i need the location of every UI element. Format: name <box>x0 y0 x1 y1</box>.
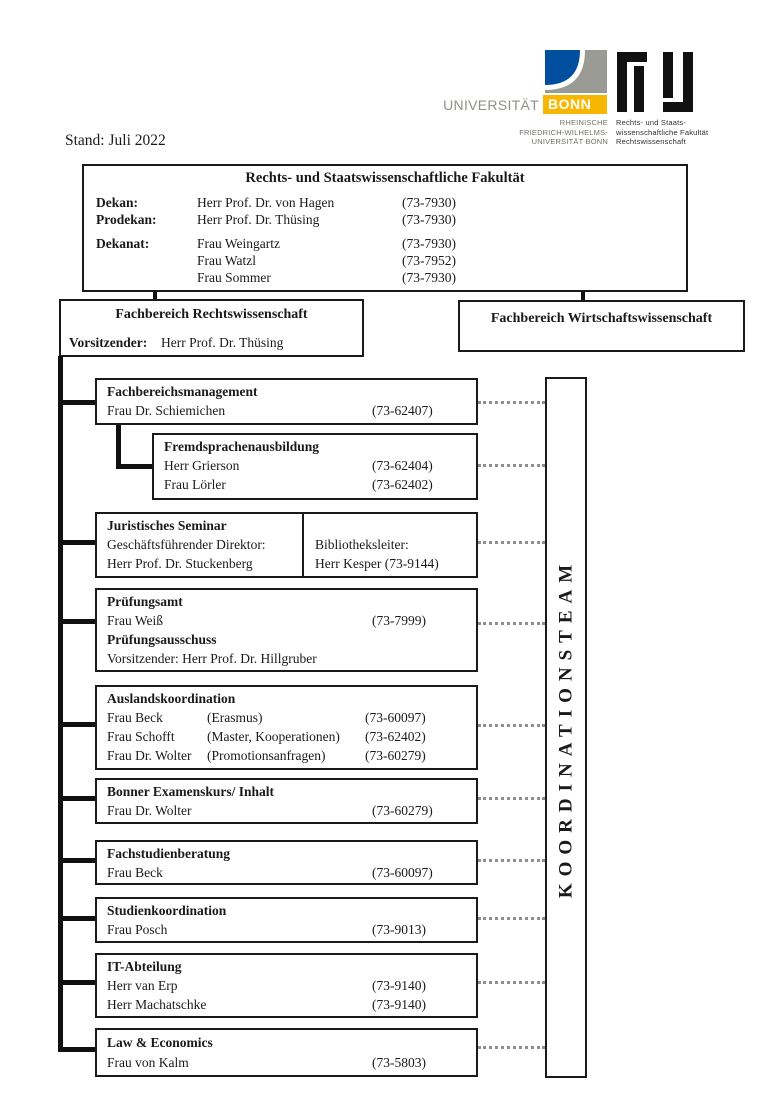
box-title: Prüfungsamt <box>107 594 183 609</box>
person-role: (Erasmus) <box>207 710 263 725</box>
org-spine-line <box>58 356 63 1052</box>
connector-line <box>58 722 95 727</box>
org-box-fakultaet <box>82 164 688 292</box>
org-box-studienkoordination <box>95 897 478 943</box>
dotted-connector <box>478 797 545 800</box>
box-title: Studienkoordination <box>107 903 227 918</box>
role-label: Geschäftsführender Direktor: <box>107 537 266 552</box>
person-name: Frau Weiß <box>107 613 164 628</box>
org-box-bonner-examenskurs <box>95 778 478 824</box>
box-title: IT-Abteilung <box>107 959 182 974</box>
phone-number: (73-5803) <box>372 1055 426 1070</box>
box-title: Fachbereichsmanagement <box>107 384 258 399</box>
phone-number: (73-9013) <box>372 922 426 937</box>
box-title: Law & Economics <box>107 1035 213 1050</box>
person-name: Frau Dr. Wolter <box>107 748 192 763</box>
phone-number: (73-7930) <box>402 212 456 227</box>
phone-number: (73-7999) <box>372 613 426 628</box>
dotted-connector <box>478 917 545 920</box>
uni-bonn-logo-icon <box>545 50 607 93</box>
phone-number: (73-7930) <box>402 270 456 285</box>
dotted-connector <box>478 541 545 544</box>
person-name: Vorsitzender: Herr Prof. Dr. Hillgruber <box>107 651 317 666</box>
phone-number: (73-7952) <box>402 253 456 268</box>
dotted-connector <box>478 859 545 862</box>
dotted-connector <box>478 401 545 404</box>
person-name: Frau Watzl <box>197 253 257 268</box>
person-name: Frau Posch <box>107 922 168 937</box>
phone-number: (73-7930) <box>402 236 456 251</box>
org-box-it-abteilung <box>95 953 478 1018</box>
university-subtext-line: UNIVERSITÄT BONN <box>531 137 608 147</box>
role-label: Vorsitzender: <box>69 335 148 350</box>
person-name: Herr Prof. Dr. Stuckenberg <box>107 556 253 571</box>
phone-number: (73-60097) <box>372 865 433 880</box>
faculty-subtext-line: Rechtswissenschaft <box>616 137 686 147</box>
org-box-pruefungsamt <box>95 588 478 672</box>
role-label: Bibliotheksleiter: <box>315 537 409 552</box>
connector-line <box>116 425 121 469</box>
person-name: Frau von Kalm <box>107 1055 189 1070</box>
connector-line <box>58 400 95 405</box>
role-label: Prodekan: <box>96 212 157 227</box>
dotted-connector <box>478 724 545 727</box>
person-name: Herr van Erp <box>107 978 178 993</box>
box-title: Fachbereich Wirtschaftswissenschaft <box>490 311 713 326</box>
dotted-connector <box>478 981 545 984</box>
bonn-wordmark-bar <box>543 95 607 114</box>
connector-line <box>58 619 95 624</box>
university-subtext <box>500 118 608 147</box>
box-title: Rechts- und Staatswissenschaftliche Fakultät <box>245 170 525 186</box>
dotted-connector <box>478 464 545 467</box>
person-name: Herr Prof. Dr. von Hagen <box>197 195 335 210</box>
person-name: Frau Lörler <box>164 477 226 492</box>
phone-number: (73-60097) <box>365 710 426 725</box>
person-name: Frau Dr. Wolter <box>107 803 192 818</box>
role-label: Dekan: <box>96 195 139 210</box>
box-title: Fremdsprachenausbildung <box>164 439 320 454</box>
person-name: Frau Dr. Schiemichen <box>107 403 226 418</box>
box-title: Fachbereich Rechtswissenschaft <box>115 307 308 322</box>
box-title: Bonner Examenskurs/ Inhalt <box>107 784 275 799</box>
org-box-fremdsprachenausbildung <box>152 433 478 500</box>
phone-number: (73-62402) <box>372 477 433 492</box>
person-name: Herr Kesper (73-9144) <box>315 556 439 571</box>
person-name: Herr Prof. Dr. Thüsing <box>197 212 320 227</box>
box-title: Auslandskoordination <box>107 691 236 706</box>
person-name: Frau Beck <box>107 710 163 725</box>
person-role: (Promotionsanfragen) <box>207 748 326 763</box>
dotted-connector <box>478 622 545 625</box>
phone-number: (73-60279) <box>372 803 433 818</box>
faculty-subtext-line: wissenschaftliche Fakultät <box>616 127 709 137</box>
person-name: Herr Prof. Dr. Thüsing <box>161 335 284 350</box>
university-subtext-line: FRIEDRICH-WILHELMS- <box>519 127 608 137</box>
org-box-auslandskoordination <box>95 685 478 770</box>
org-box-fachbereich-wirtschaftswissenschaft <box>458 300 745 352</box>
role-label: Dekanat: <box>96 236 150 251</box>
person-name: Frau Schofft <box>107 729 175 744</box>
org-box-fachbereichsmanagement <box>95 378 478 425</box>
universitaet-wordmark: UNIVERSITÄT <box>443 97 539 113</box>
connector-line <box>58 858 95 863</box>
connector-line <box>116 464 152 469</box>
koordinationsteam-label: KOORDINATIONSTEAM <box>555 557 577 899</box>
org-box-fachstudienberatung <box>95 840 478 885</box>
university-subtext-line: RHEINISCHE <box>559 118 608 127</box>
faculty-logo-icon <box>617 52 693 112</box>
bonn-wordmark: BONN <box>548 96 592 112</box>
org-box-law-economics <box>95 1028 478 1077</box>
box-title: Juristisches Seminar <box>107 518 227 533</box>
connector-line <box>58 1047 95 1052</box>
connector-line <box>58 796 95 801</box>
faculty-subtext-line: Rechts- und Staats- <box>616 118 687 127</box>
phone-number: (73-9140) <box>372 997 426 1012</box>
phone-number: (73-62407) <box>372 403 433 418</box>
box-title: Fachstudienberatung <box>107 846 231 861</box>
org-box-fachbereich-rechtswissenschaft <box>59 299 364 357</box>
person-name: Frau Beck <box>107 865 163 880</box>
dotted-connector <box>478 1046 545 1049</box>
column-divider <box>302 514 304 576</box>
phone-number: (73-9140) <box>372 978 426 993</box>
stand-date: Stand: Juli 2022 <box>65 132 166 149</box>
person-name: Herr Machatschke <box>107 997 207 1012</box>
phone-number: (73-62404) <box>372 458 433 473</box>
faculty-subtext <box>616 118 736 147</box>
connector-line <box>58 916 95 921</box>
box-subtitle: Prüfungsausschuss <box>107 632 217 647</box>
phone-number: (73-7930) <box>402 195 456 210</box>
connector-line <box>58 980 95 985</box>
person-role: (Master, Kooperationen) <box>207 729 340 744</box>
person-name: Frau Sommer <box>197 270 271 285</box>
connector-line <box>58 540 95 545</box>
person-name: Frau Weingartz <box>197 236 281 251</box>
phone-number: (73-62402) <box>365 729 426 744</box>
org-box-juristisches-seminar <box>95 512 478 578</box>
phone-number: (73-60279) <box>365 748 426 763</box>
person-name: Herr Grierson <box>164 458 240 473</box>
